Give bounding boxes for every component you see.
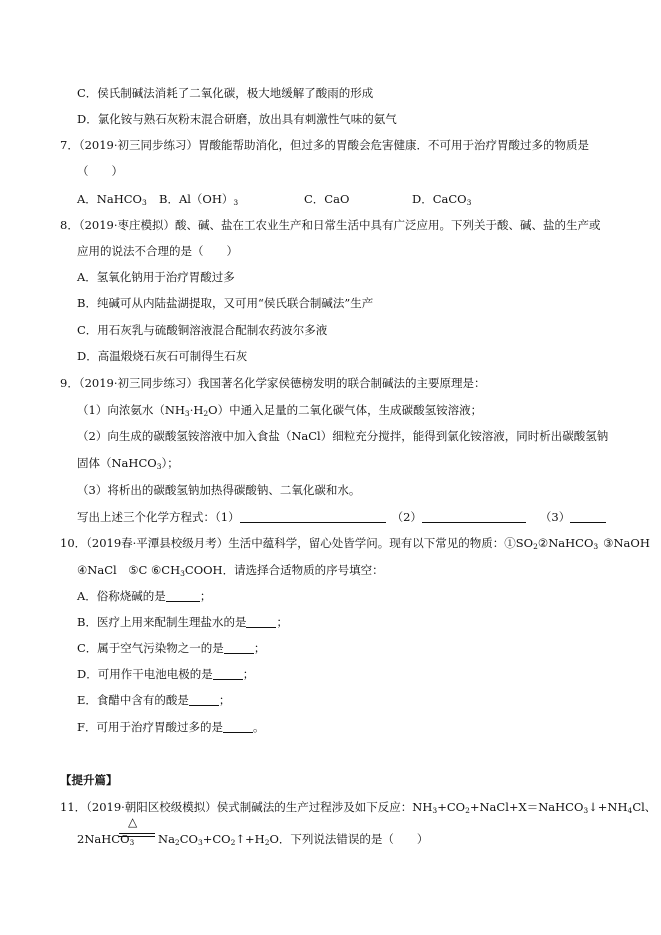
q8-stem-line2: 应用的说法不合理的是（ ） xyxy=(77,244,238,258)
q8-option-d: D．高温煅烧石灰石可制得生石灰 xyxy=(77,349,248,363)
q10-option-d: D．可用作干电池电极的是 ； xyxy=(77,667,255,681)
q7-option-c: C．CaO xyxy=(304,192,350,206)
q11-stem-line2-left: 2NaHCO$_3$ xyxy=(77,832,135,847)
reaction-arrow xyxy=(119,833,155,834)
q10-option-a: A．俗称烧碱的是 ； xyxy=(77,589,212,603)
q10-blank-d[interactable] xyxy=(213,668,243,680)
q10-option-e: E．食醋中含有的酸是 ； xyxy=(77,693,231,707)
q8-option-c: C．用石灰乳与硫酸铜溶液混合配制农药波尔多液 xyxy=(77,323,328,337)
q9-blank-3[interactable] xyxy=(570,511,606,523)
q10-stem-line1: 10．（2019春·平潭县校级月考）生活中蕴科学，留心处皆学问。现有以下常见的物质：$①SO_2②NaHCO_3$ ③NaOH xyxy=(60,536,650,551)
q9-stem: 9．（2019·初三同步练习）我国著名化学家侯德榜发明的联合制碱法的主要原理是： xyxy=(60,376,486,390)
q7-option-a: A．NaHCO$_3$ xyxy=(77,192,147,207)
q11-stem-line1: 11．（2019·朝阳区校级模拟）侯式制碱法的生产过程涉及如下反应：$NH_3+CO_2+NaCl+X=NaHCO_3↓+NH_4Cl$、 xyxy=(60,800,657,815)
section-heading: 【提升篇】 xyxy=(60,773,118,787)
q9-blank-1[interactable] xyxy=(240,511,386,523)
q6-option-c: C．侯氏制碱法消耗了二氧化碳，极大地缓解了酸雨的形成 xyxy=(77,86,374,100)
q10-blank-c[interactable] xyxy=(224,642,254,654)
q9-answer-line: 写出上述三个化学方程式：（1） （2） （3） xyxy=(77,510,606,524)
q8-stem-line1: 8．（2019·枣庄模拟）酸、碱、盐在工农业生产和日常生活中具有广泛应用。下列关于酸、碱、盐的生产或 xyxy=(60,218,601,232)
q9-step3: （3）将析出的碳酸氢钠加热得碳酸钠、二氧化碳和水。 xyxy=(77,483,361,497)
q6-option-d: D．氯化铵与熟石灰粉末混合研磨，放出具有刺激性气味的氨气 xyxy=(77,112,397,126)
heating-triangle-icon: △ xyxy=(128,815,138,829)
q10-option-b: B．医疗上用来配制生理盐水的是 ； xyxy=(77,615,288,629)
q10-option-c: C．属于空气污染物之一的是 ； xyxy=(77,641,266,655)
q10-blank-a[interactable] xyxy=(166,590,200,602)
q10-blank-f[interactable] xyxy=(223,721,253,733)
q10-blank-b[interactable] xyxy=(246,616,276,628)
q7-stem: 7．（2019·初三同步练习）胃酸能帮助消化，但过多的胃酸会危害健康．不可用于治疗胃酸过多的物质是 xyxy=(60,138,589,152)
q7-option-d: D．CaCO$_3$ xyxy=(412,192,472,207)
q9-step2: （2）向生成的碳酸氢铵溶液中加入食盐（NaCl）细粒充分搅拌，能得到氯化铵溶液，同时析出碳酸氢钠 xyxy=(77,429,609,443)
q10-blank-e[interactable] xyxy=(189,694,219,706)
q10-option-f: F．可用于治疗胃酸过多的是 。 xyxy=(77,720,265,734)
q9-blank-2[interactable] xyxy=(422,511,526,523)
reaction-arrow-lower xyxy=(119,836,155,837)
q11-stem-line2-right: $Na_2CO_3+CO_2↑+H_2O$．下列说法错误的是（ ） xyxy=(158,832,429,847)
q10-stem-line2: ④NaCl ⑤C $⑥CH_3COOH$．请选择合适物质的序号填空： xyxy=(77,563,384,578)
q7-option-b: B．$Al(OH)_3$ xyxy=(159,192,239,207)
q7-paren: （ ） xyxy=(77,164,123,178)
q8-option-a: A．氢氧化钠用于治疗胃酸过多 xyxy=(77,270,235,284)
q9-step1: （1）向浓氨水$(NH_3\cdot H_2O)$中通入足量的二氧化碳气体，生成碳酸氢铵溶液； xyxy=(77,403,483,418)
q9-step2-cont: 固体（NaHCO$_3$）； xyxy=(77,456,179,471)
q8-option-b: B．纯碱可从内陆盐湖提取，又可用“侯氏联合制碱法”生产 xyxy=(77,296,374,310)
